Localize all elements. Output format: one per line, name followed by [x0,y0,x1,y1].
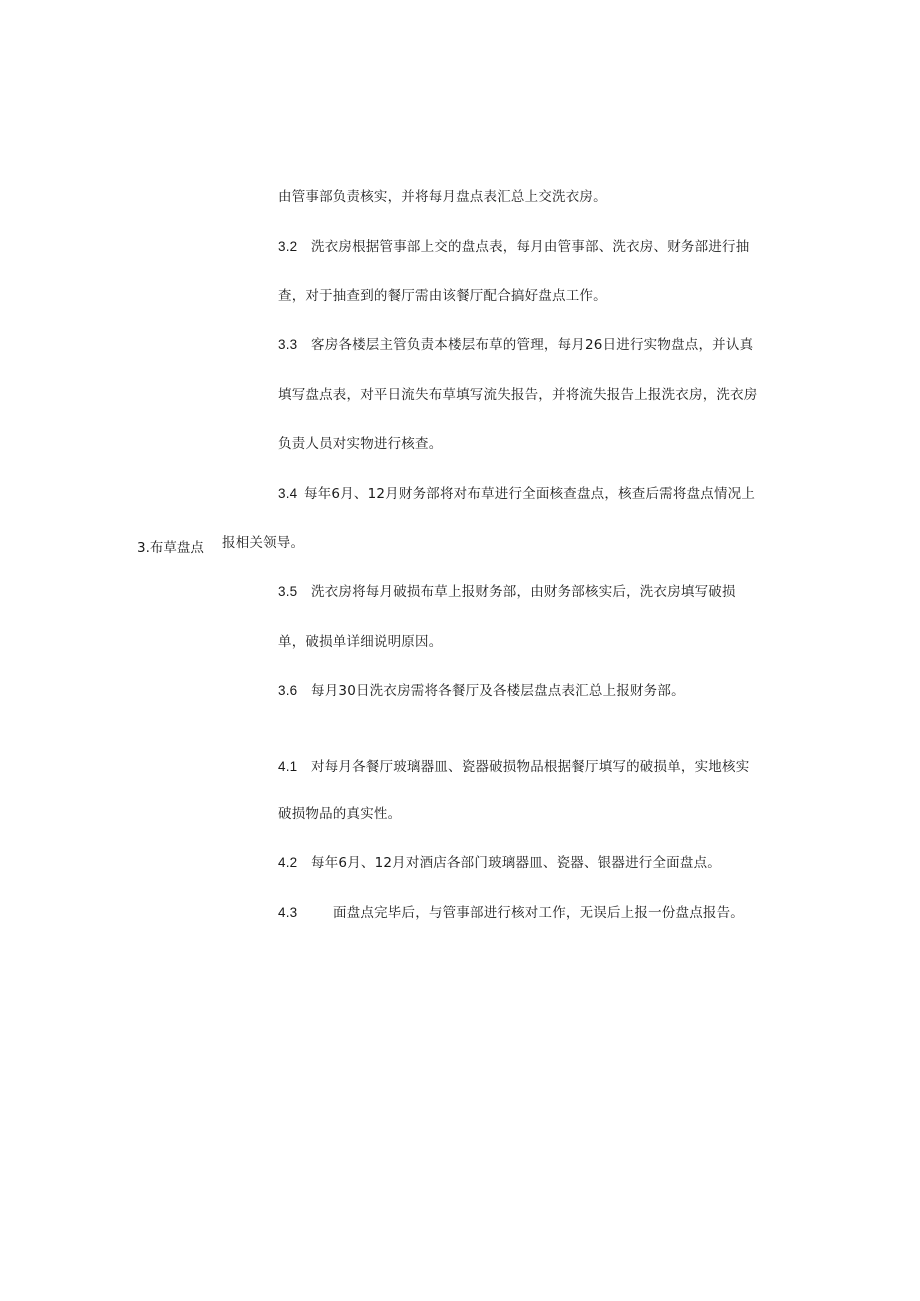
item-3-3 [278,335,753,355]
item-number: 3.6 [278,683,298,698]
continuation-text: 由管事部负责核实，并将每月盘点表汇总上交洗衣房。 [278,189,607,205]
item-3-5 [278,582,736,602]
item-text: 洗衣房将每月破损布草上报财务部，由财务部核实后，洗衣房填写破损 [311,584,736,600]
item-3-4 [278,484,755,504]
item-text: 每月30日洗衣房需将各餐厅及各楼层盘点表汇总上报财务部。 [311,683,685,699]
item-text: 面盘点完毕后，与管事部进行核对工作，无误后上报一份盘点报告。 [333,905,744,921]
item-4-1 [278,757,749,777]
item-text: 每年6月、12月财务部将对布草进行全面核查盘点，核查后需将盘点情况上 [304,486,756,502]
item-number: 4.1 [278,759,298,774]
item-text: 洗衣房根据管事部上交的盘点表，每月由管事部、洗衣房、财务部进行抽 [311,239,750,255]
item-number: 3.2 [278,239,298,254]
item-4-1-continued: 破损物品的真实性。 [278,806,402,822]
item-text: 客房各楼层主管负责本楼层布草的管理，每月26日进行实物盘点，并认真 [311,337,754,353]
item-3-3-continued: 填写盘点表，对平日流失布草填写流失报告，并将流失报告上报洗衣房，洗衣房 [278,387,758,403]
item-number: 3.4 [278,486,298,501]
item-text: 对每月各餐厅玻璃器皿、瓷器破损物品根据餐厅填写的破损单，实地核实 [311,759,750,775]
item-number: 4.3 [278,905,298,920]
item-number: 3.5 [278,584,298,599]
item-3-6 [278,681,685,701]
item-3-4-continued: 报相关领导。 [222,535,305,551]
item-number: 4.2 [278,855,298,870]
item-3-2-continued: 查，对于抽查到的餐厅需由该餐厅配合搞好盘点工作。 [278,288,607,304]
item-4-2 [278,853,721,873]
item-3-2 [278,237,749,257]
item-4-3 [278,903,744,923]
section-label: 3.布草盘点 [137,540,204,556]
item-3-3-continued-2: 负责人员对实物进行核查。 [278,436,443,452]
item-text: 每年6月、12月对酒店各部门玻璃器皿、瓷器、银器进行全面盘点。 [311,855,721,871]
item-number: 3.3 [278,337,298,352]
item-3-5-continued: 单，破损单详细说明原因。 [278,634,443,650]
